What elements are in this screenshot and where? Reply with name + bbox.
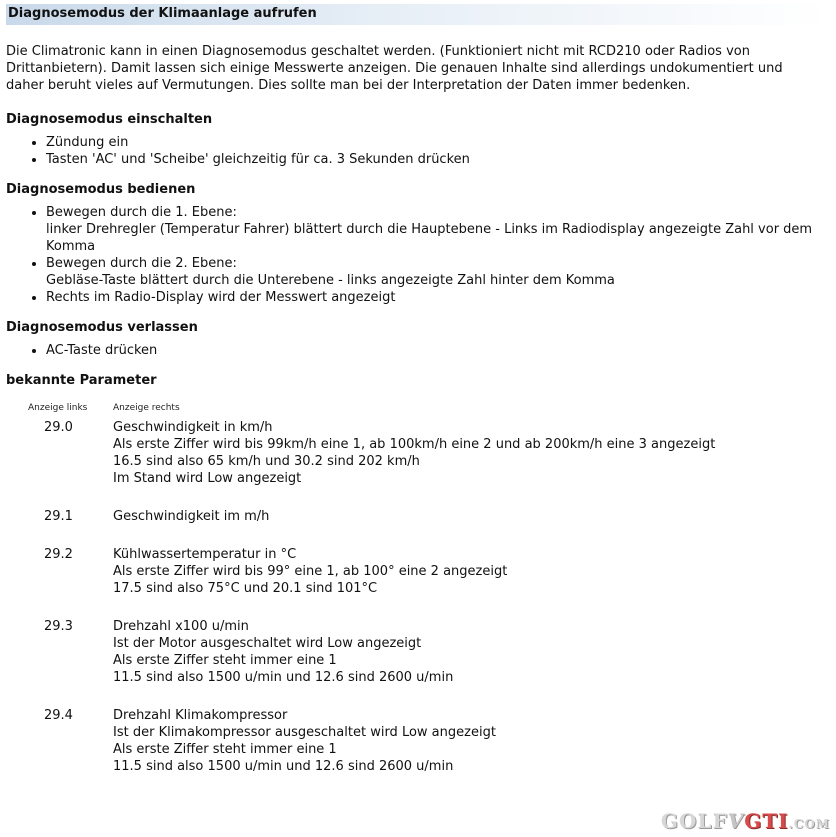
parameter-line: 17.5 sind also 75°C und 20.1 sind 101°C: [113, 581, 378, 596]
list-item-line: • Bewegen durch die 1. Ebene:: [46, 205, 237, 220]
parameter-line: Drehzahl x100 u/min: [113, 619, 249, 634]
parameter-line: Geschwindigkeit im m/h: [113, 509, 270, 524]
parameter-line: Als erste Ziffer steht immer eine 1: [113, 742, 337, 757]
heading-bedienen: Diagnosemodus bedienen: [6, 182, 196, 197]
col-header-left: Anzeige links: [28, 403, 88, 413]
intro-paragraph: Die Climatronic kann in einen Diagnosemodus geschaltet werden. (Funktioniert nicht mit RCD210 oder Radios von Drittanbietern). Damit lassen sich einige Messwerte anzeigen. Die genauen Inhalte sind allerdings undokumentiert und daher beruht vieles auf Vermutungen. Dies sollte man bei der Interpretation der Daten immer bedenken.: [6, 44, 783, 93]
parameter-value: [113, 618, 830, 686]
parameter-table: [6, 403, 830, 775]
parameter-key: 29.1: [44, 509, 73, 524]
parameter-row: [6, 508, 830, 525]
parameter-table-header: [6, 403, 830, 414]
parameter-line: 16.5 sind also 65 km/h und 30.2 sind 202 km/h: [113, 454, 420, 469]
logo-text-com: .COM: [788, 817, 830, 831]
heading-parameter: bekannte Parameter: [6, 373, 157, 388]
parameter-line: Ist der Motor ausgeschaltet wird Low angezeigt: [113, 636, 422, 651]
list-item: • AC-Taste drücken: [46, 342, 830, 359]
page: [0, 4, 836, 775]
list-einschalten: [6, 134, 830, 168]
parameter-key: 29.3: [44, 619, 73, 634]
logo-text-gti: GTI: [744, 809, 789, 833]
list-item-line: Gebläse-Taste blättert durch die Unterebene - links angezeigte Zahl hinter dem Komma: [46, 273, 615, 288]
list-item-line: • Bewegen durch die 2. Ebene:: [46, 256, 237, 271]
parameter-line: Als erste Ziffer wird bis 99km/h eine 1, ab 100km/h eine 2 und ab 200km/h eine 3 angezeigt: [113, 437, 716, 452]
logo-text-v: V: [727, 809, 745, 833]
heading-einschalten: Diagnosemodus einschalten: [6, 112, 213, 127]
parameter-value: [113, 508, 830, 525]
parameter-line: Geschwindigkeit in km/h: [113, 420, 273, 435]
list-item: [46, 204, 830, 255]
heading-verlassen: Diagnosemodus verlassen: [6, 320, 198, 335]
list-item: • Tasten 'AC' und 'Scheibe' gleichzeitig für ca. 3 Sekunden drücken: [46, 151, 830, 168]
parameter-line: Ist der Klimakompressor ausgeschaltet wird Low angezeigt: [113, 725, 496, 740]
list-item: [46, 289, 830, 306]
parameter-row: [6, 419, 830, 487]
parameter-row: [6, 546, 830, 597]
parameter-line: Im Stand wird Low angezeigt: [113, 471, 302, 486]
parameter-value: [113, 546, 830, 597]
parameter-value: [113, 419, 830, 487]
logo-text-golf: GOLF: [660, 809, 728, 833]
parameter-line: Kühlwassertemperatur in °C: [113, 547, 297, 562]
list-item: [46, 255, 830, 289]
parameter-line: 11.5 sind also 1500 u/min und 12.6 sind 2600 u/min: [113, 670, 454, 685]
parameter-value: [113, 707, 830, 775]
list-bedienen: [6, 204, 830, 306]
list-item: • Zündung ein: [46, 134, 830, 151]
parameter-key: 29.0: [44, 420, 73, 435]
list-item-line: • Rechts im Radio-Display wird der Messwert angezeigt: [46, 290, 396, 305]
parameter-line: Als erste Ziffer wird bis 99° eine 1, ab 100° eine 2 angezeigt: [113, 564, 508, 579]
parameter-key: 29.4: [44, 708, 73, 723]
parameter-row: [6, 618, 830, 686]
col-header-right: Anzeige rechts: [113, 403, 180, 413]
list-item-line: linker Drehregler (Temperatur Fahrer) blättert durch die Hauptebene - Links im Radiodisplay angezeigte Zahl vor dem Komma: [46, 222, 813, 254]
parameter-line: Drehzahl Klimakompressor: [113, 708, 288, 723]
parameter-line: Als erste Ziffer steht immer eine 1: [113, 653, 337, 668]
parameter-key: 29.2: [44, 547, 73, 562]
page-title: Diagnosemodus der Klimaanlage aufrufen: [6, 4, 828, 25]
parameter-row: [6, 707, 830, 775]
site-logo: [660, 809, 830, 833]
list-verlassen: [6, 342, 830, 359]
parameter-line: 11.5 sind also 1500 u/min und 12.6 sind 2600 u/min: [113, 759, 454, 774]
